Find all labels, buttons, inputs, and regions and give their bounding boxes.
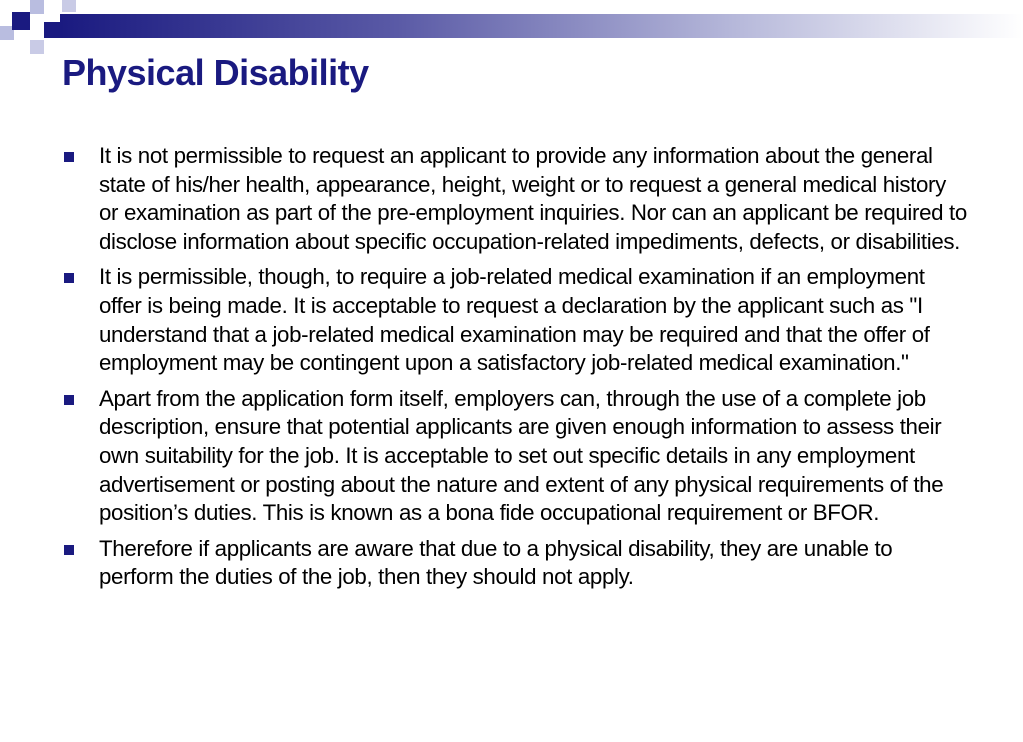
decorative-square [30, 40, 44, 54]
square-bullet-icon [64, 273, 74, 283]
bullet-text: It is permissible, though, to require a job-related medical examination if an employment offer is being made. It is acceptable to request a declaration by the applicant such as "I understand that a job-related medical examination may be required and that the offer of employment may be contingent upon a satisfactory job-related medical examination." [99, 264, 930, 376]
header-gradient-bar [60, 14, 1023, 38]
square-bullet-icon [64, 395, 74, 405]
bullet-item [62, 385, 967, 528]
decorative-square [30, 0, 44, 14]
decorative-square [62, 0, 76, 12]
bullet-list [62, 142, 967, 599]
bullet-text: It is not permissible to request an applicant to provide any information about the general state of his/her health, appearance, height, weight or to request a general medical history or examination as part of the pre-employment inquiries. Nor can an applicant be required to disclose information about specific occupation-related impediments, defects, or disabilities. [99, 143, 967, 254]
slide-title: Physical Disability [62, 52, 369, 93]
bullet-item [62, 263, 967, 377]
square-bullet-icon [64, 545, 74, 555]
bullet-text: Therefore if applicants are aware that due to a physical disability, they are unable to perform the duties of the job, then they should not apply. [99, 535, 893, 590]
bullet-item [62, 535, 967, 592]
bullet-text: Apart from the application form itself, employers can, through the use of a complete job description, ensure that potential applicants are given enough information to assess their own suitability for the job. It is acceptable to set out specific details in any employment advertisement or posting about the nature and extent of any physical requirements of the position’s duties. This is known as a bona fide occupational requirement or BFOR. [99, 385, 944, 526]
decorative-square [44, 22, 60, 38]
bullet-item [62, 142, 967, 256]
decorative-square [12, 12, 30, 30]
square-bullet-icon [64, 152, 74, 162]
